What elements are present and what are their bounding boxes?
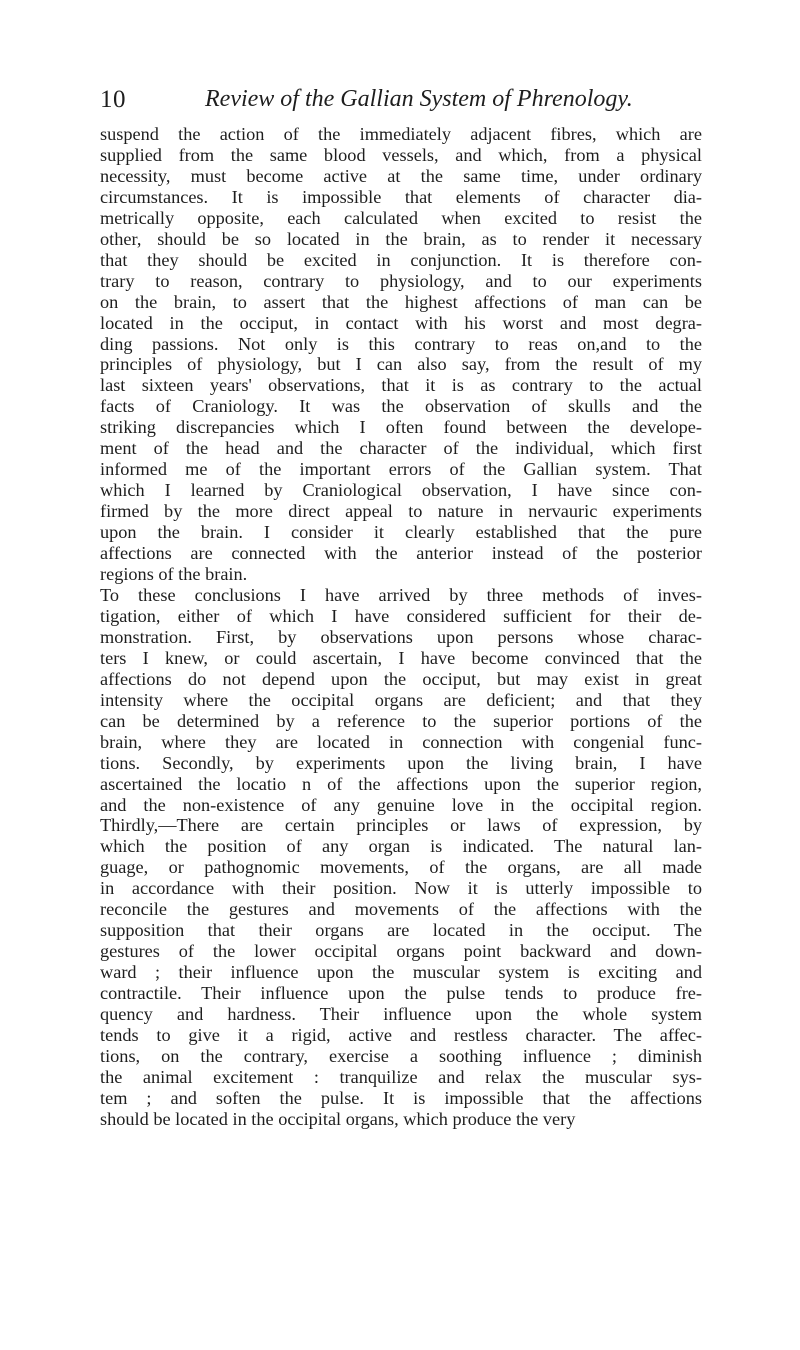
text-line: can be determined by a reference to the superior portions of the xyxy=(100,710,702,731)
text-line: ward ; their influence upon the muscular system is exciting and xyxy=(100,962,702,983)
text-line: which I learned by Craniological observation, I have since con- xyxy=(100,480,702,501)
text-line: should be located in the occipital organs, which produce the very xyxy=(100,1108,576,1129)
text-line: To these conclusions I have arrived by three methods of inves- xyxy=(100,584,702,605)
text-line: suspend the action of the immediately adjacent fibres, which are xyxy=(100,124,702,144)
text-line: supposition that their organs are located in the occiput. The xyxy=(100,920,702,941)
text-line: and the non-existence of any genuine love in the occipital region. xyxy=(100,794,702,815)
text-line: tions, on the contrary, exercise a soothing influence ; diminish xyxy=(100,1045,702,1066)
text-line: trary to reason, contrary to physiology, and to our experiments xyxy=(100,270,702,291)
text-line: on the brain, to assert that the highest affections of man can be xyxy=(100,291,702,312)
text-line: tends to give it a rigid, active and restless character. The affec- xyxy=(100,1024,702,1045)
text-line: gestures of the lower occipital organs point backward and down- xyxy=(100,941,702,962)
text-line: the animal excitement : tranquilize and relax the muscular sys- xyxy=(100,1066,702,1087)
text-line: tigation, either of which I have considered sufficient for their de- xyxy=(100,605,702,626)
text-line: affections do not depend upon the occiput, but may exist in great xyxy=(100,668,702,689)
text-line: contractile. Their influence upon the pulse tends to produce fre- xyxy=(100,983,702,1004)
text-line: affections are connected with the anterior instead of the posterior xyxy=(100,543,702,564)
text-line: last sixteen years' observations, that it is as contrary to the actual xyxy=(100,375,702,396)
text-line: ters I knew, or could ascertain, I have become convinced that the xyxy=(100,647,702,668)
text-line: supplied from the same blood vessels, and which, from a physical xyxy=(100,144,702,165)
text-line: reconcile the gestures and movements of the affections with the xyxy=(100,899,702,920)
text-line: ment of the head and the character of the individual, which first xyxy=(100,438,702,459)
page-number: 10 xyxy=(100,86,126,113)
text-line: monstration. First, by observations upon persons whose charac- xyxy=(100,626,702,647)
text-line: informed me of the important errors of the Gallian system. That xyxy=(100,459,702,480)
text-line: principles of physiology, but I can also say, from the result of my xyxy=(100,354,702,375)
running-title: Review of the Gallian System of Phrenology. xyxy=(205,86,633,112)
page-header xyxy=(100,86,740,118)
text-line: other, should be so located in the brain, as to render it necessary xyxy=(100,228,702,249)
text-line: quency and hardness. Their influence upon the whole system xyxy=(100,1004,702,1025)
text-line: located in the occiput, in contact with his worst and most degra- xyxy=(100,312,702,333)
text-line: guage, or pathognomic movements, of the organs, are all made xyxy=(100,857,702,878)
text-line: ascertained the locatio n of the affections upon the superior region, xyxy=(100,773,702,794)
text-line: in accordance with their position. Now it is utterly impossible to xyxy=(100,878,702,899)
text-line: intensity where the occipital organs are deficient; and that they xyxy=(100,689,702,710)
body-text xyxy=(100,124,702,1130)
text-line: firmed by the more direct appeal to nature in nervauric experiments xyxy=(100,501,702,522)
text-line: metrically opposite, each calculated when excited to resist the xyxy=(100,207,702,228)
text-line: circumstances. It is impossible that elements of character dia- xyxy=(100,186,702,207)
text-line: tions. Secondly, by experiments upon the living brain, I have xyxy=(100,752,702,773)
text-line: brain, where they are located in connection with congenial func- xyxy=(100,731,702,752)
text-line: regions of the brain. xyxy=(100,564,248,585)
text-line: ding passions. Not only is this contrary to reas on,and to the xyxy=(100,333,702,354)
text-line: striking discrepancies which I often found between the develope- xyxy=(100,417,702,438)
text-line: that they should be excited in conjunction. It is therefore con- xyxy=(100,249,702,270)
text-line: facts of Craniology. It was the observation of skulls and the xyxy=(100,396,702,417)
text-line: tem ; and soften the pulse. It is impossible that the affections xyxy=(100,1087,702,1108)
text-line: upon the brain. I consider it clearly established that the pure xyxy=(100,522,702,543)
text-line: which the position of any organ is indicated. The natural lan- xyxy=(100,836,702,857)
text-line: necessity, must become active at the same time, under ordinary xyxy=(100,165,702,186)
text-line: Thirdly,—There are certain principles or laws of expression, by xyxy=(100,815,702,836)
